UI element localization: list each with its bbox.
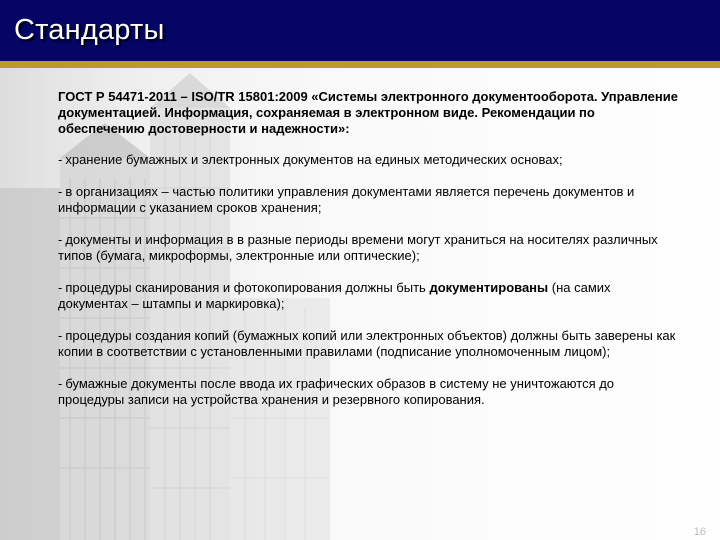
title-accent-line xyxy=(0,61,720,68)
list-item xyxy=(58,280,682,312)
page-number: 16 xyxy=(693,526,706,538)
dash-marker: - xyxy=(58,184,63,199)
list-item-text: в организациях – частью политики управления документами является перечень документов и информации с указанием сроков хранения; xyxy=(58,184,635,215)
dash-marker: - xyxy=(58,152,63,167)
list-item-text: хранение бумажных и электронных документов на единых методических основах; xyxy=(65,152,563,167)
dash-marker: - xyxy=(58,328,63,343)
list-item xyxy=(58,232,682,264)
list-item-text: (на самих документах – штампы и маркировка); xyxy=(58,280,611,311)
list-item xyxy=(58,184,682,216)
list-item xyxy=(58,328,682,360)
intro-paragraph: ГОСТ Р 54471-2011 – ISO/TR 15801:2009 «Системы электронного документооборота. Управление документацией. Информация, сохраняемая в электронном виде. Рекомендации по обеспечению достоверности и надежности»: xyxy=(58,89,678,136)
list-item xyxy=(58,152,682,168)
list-item-text: процедуры создания копий (бумажных копий или электронных объектов) должны быть заверены как копии в соответствии с установленными правилами (подписание уполномоченным лицом); xyxy=(58,328,676,359)
list-item-text: документы и информация в в разные периоды времени могут храниться на носителях различных типов (бумага, микроформы, электронные или оптические); xyxy=(58,232,658,263)
list-item-text: бумажные документы после ввода их графических образов в систему не уничтожаются до процедуры записи на устройства хранения и резервного копирования. xyxy=(58,376,615,407)
list-item-emphasis: документированы xyxy=(429,280,549,295)
list-item xyxy=(58,376,682,408)
slide-title: Стандарты xyxy=(14,14,165,46)
dash-marker: - xyxy=(58,280,63,295)
content-area xyxy=(58,89,682,408)
dash-marker: - xyxy=(58,232,63,247)
list-item-text: процедуры сканирования и фотокопирования должны быть xyxy=(65,280,430,295)
dash-marker: - xyxy=(58,376,63,391)
